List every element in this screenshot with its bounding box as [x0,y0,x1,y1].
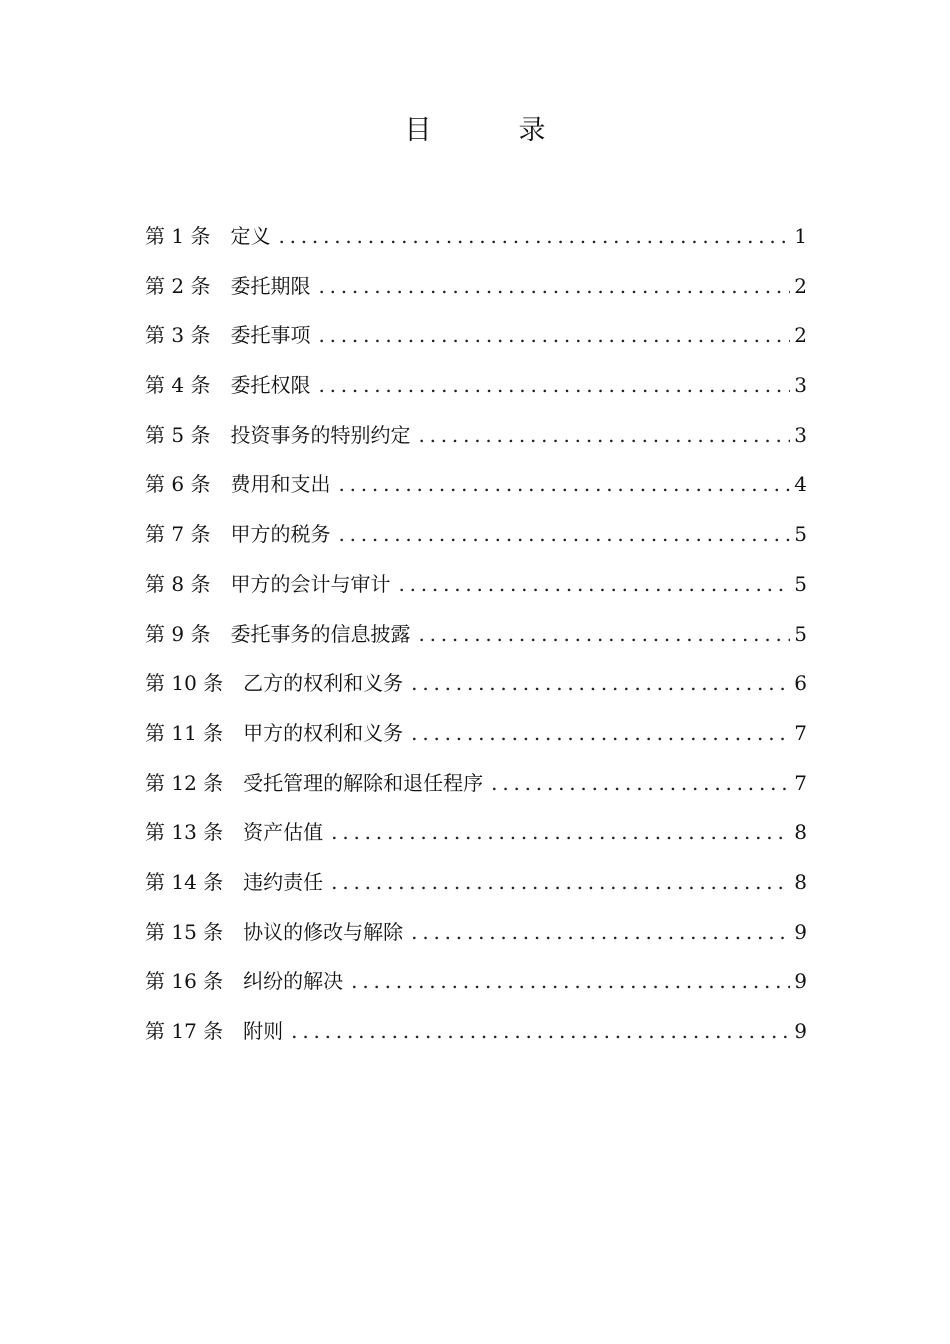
toc-entry-page: 9 [794,1019,807,1043]
toc-entry-label: 第 1 条 定义 [145,224,271,248]
toc-entry-label: 第 5 条 投资事务的特别约定 [145,422,411,447]
toc-entry-page: 6 [794,671,807,696]
toc-entry-page: 2 [794,273,807,298]
toc-entry-label: 第 17 条 附则 [145,1019,284,1043]
toc-entry[interactable] [145,610,807,660]
toc-entry[interactable] [145,361,807,411]
toc-entry-label: 第 9 条 委托事务的信息披露 [145,621,411,646]
toc-entry-label: 第 6 条 费用和支出 [145,472,331,497]
toc-entry-page: 5 [794,621,807,646]
toc-leader-dots [318,361,790,411]
toc-entry-page: 3 [794,422,807,447]
toc-entry-label: 第 16 条 纠纷的解决 [145,969,344,994]
toc-entry[interactable] [145,858,807,908]
toc-entry-page: 9 [794,919,807,944]
toc-entry[interactable] [145,460,807,510]
toc-entry-label: 第 4 条 委托权限 [145,373,311,398]
toc-entry[interactable] [145,560,807,610]
toc-entry-label: 第 7 条 甲方的税务 [145,522,331,547]
toc-entry-label: 第 14 条 违约责任 [145,869,324,894]
toc-leader-dots [398,560,790,610]
toc-entry-label: 第 12 条 受托管理的解除和退任程序 [145,770,484,795]
toc-leader-dots [331,858,790,908]
toc-entry[interactable] [145,808,807,858]
toc-leader-dots [338,460,790,510]
toc-entry[interactable] [145,411,807,461]
toc-leader-dots [418,411,790,461]
toc-entry-page: 5 [794,522,807,547]
toc-entry[interactable] [145,759,807,809]
toc-leader-dots [318,262,790,312]
toc-leader-dots [318,311,790,361]
toc-leader-dots [351,957,790,1007]
toc-entry-page: 8 [794,869,807,894]
toc-entry-page: 5 [794,571,807,596]
table-of-contents [145,212,807,1057]
toc-entry-label: 第 3 条 委托事项 [145,323,311,348]
toc-entry-label: 第 15 条 协议的修改与解除 [145,919,404,944]
toc-leader-dots [278,212,790,262]
toc-entry[interactable] [145,659,807,709]
toc-entry-label: 第 8 条 甲方的会计与审计 [145,571,391,596]
toc-entry[interactable] [145,510,807,560]
toc-entry[interactable] [145,709,807,759]
toc-leader-dots [331,808,790,858]
toc-entry[interactable] [145,1007,807,1057]
toc-entry-page: 2 [794,323,807,348]
toc-entry-label: 第 10 条 乙方的权利和义务 [145,671,404,696]
toc-leader-dots [418,610,790,660]
toc-entry-page: 4 [794,472,807,497]
toc-leader-dots [338,510,790,560]
toc-entry[interactable] [145,311,807,361]
toc-entry-page: 8 [794,820,807,845]
toc-entry[interactable] [145,908,807,958]
toc-entry-page: 9 [794,969,807,994]
toc-entry-label: 第 11 条 甲方的权利和义务 [145,720,404,745]
toc-leader-dots [411,709,790,759]
toc-entry-label: 第 13 条 资产估值 [145,820,324,845]
toc-entry-page: 3 [794,373,807,398]
toc-leader-dots [291,1007,790,1057]
toc-entry[interactable] [145,262,807,312]
toc-title: 目 录 [404,115,576,146]
toc-leader-dots [411,659,790,709]
toc-entry[interactable] [145,212,807,262]
toc-entry-page: 7 [794,720,807,745]
toc-entry-label: 第 2 条 委托期限 [145,273,311,298]
toc-leader-dots [491,759,790,809]
toc-entry-page: 7 [794,770,807,795]
toc-entry[interactable] [145,957,807,1007]
toc-leader-dots [411,908,790,958]
toc-entry-page: 1 [794,224,807,248]
